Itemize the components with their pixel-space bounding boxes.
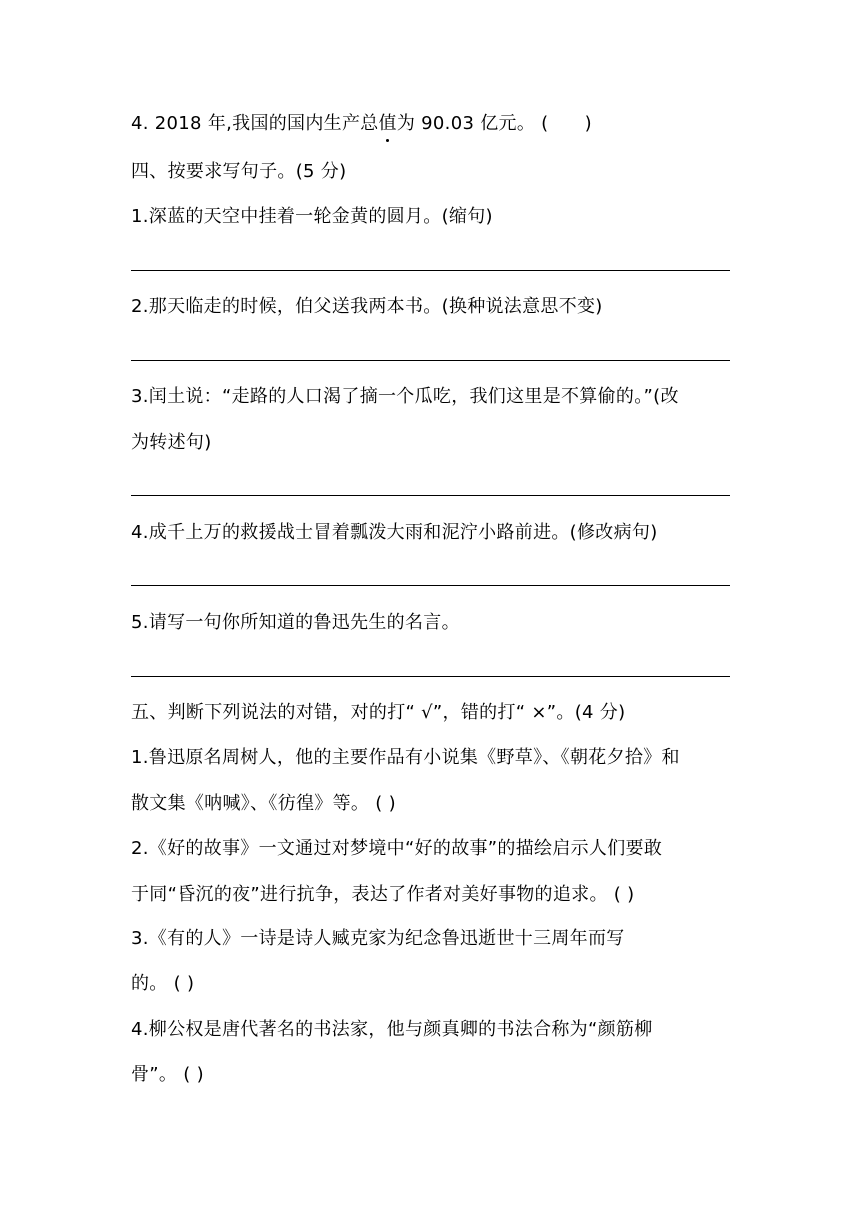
answer-line-2[interactable]	[131, 360, 730, 361]
s4-question-2: 2.那天临走的时候，伯父送我两本书。(换种说法意思不变)	[131, 296, 603, 317]
question-4-text-after: 为 90.03 亿元。	[396, 113, 536, 134]
s5-question-2-line-2: 于同“昏沉的夜”进行抗争，表达了作者对美好事物的追求。 ( )	[131, 884, 635, 905]
s5-question-2-line-1: 2.《好的故事》一文通过对梦境中“好的故事”的描绘启示人们要敢	[131, 838, 663, 859]
s4-question-3-line-1: 3.闰土说：“走路的人口渴了摘一个瓜吃，我们这里是不算偷的。”(改	[131, 386, 679, 407]
answer-parentheses[interactable]: ( )	[535, 113, 592, 134]
answer-line-5[interactable]	[131, 676, 730, 677]
section-4-title: 四、按要求写句子。(5 分)	[131, 161, 347, 182]
answer-line-3[interactable]	[131, 495, 730, 496]
s5-question-3-line-2: 的。 ( )	[131, 973, 195, 994]
s5-question-1-line-1: 1.鲁迅原名周树人，他的主要作品有小说集《野草》、《朝花夕拾》和	[131, 747, 680, 768]
emphasis-dot-char: 值	[378, 113, 397, 134]
s4-question-3-line-2: 为转述句)	[131, 432, 212, 453]
s4-question-4: 4.成千上万的救援战士冒着瓢泼大雨和泥泞小路前进。(修改病句)	[131, 522, 658, 543]
question-4-prev-section	[131, 112, 731, 136]
s4-question-5: 5.请写一句你所知道的鲁迅先生的名言。	[131, 612, 460, 633]
answer-line-1[interactable]	[131, 270, 730, 271]
s5-question-4-line-1: 4.柳公权是唐代著名的书法家，他与颜真卿的书法合称为“颜筋柳	[131, 1019, 653, 1040]
s5-question-1-line-2: 散文集《呐喊》、《彷徨》等。 ( )	[131, 793, 396, 814]
s5-question-3-line-1: 3.《有的人》一诗是诗人臧克家为纪念鲁迅逝世十三周年而写	[131, 928, 625, 949]
answer-line-4[interactable]	[131, 585, 730, 586]
question-4-text-before: 4. 2018 年,我国的国内生产总	[131, 113, 379, 134]
s4-question-1: 1.深蓝的天空中挂着一轮金黄的圆月。(缩句)	[131, 206, 493, 227]
section-5-title: 五、判断下列说法的对错，对的打“ √”，错的打“ ×”。(4 分)	[131, 702, 626, 723]
s5-question-4-line-2: 骨”。 ( )	[131, 1064, 204, 1085]
